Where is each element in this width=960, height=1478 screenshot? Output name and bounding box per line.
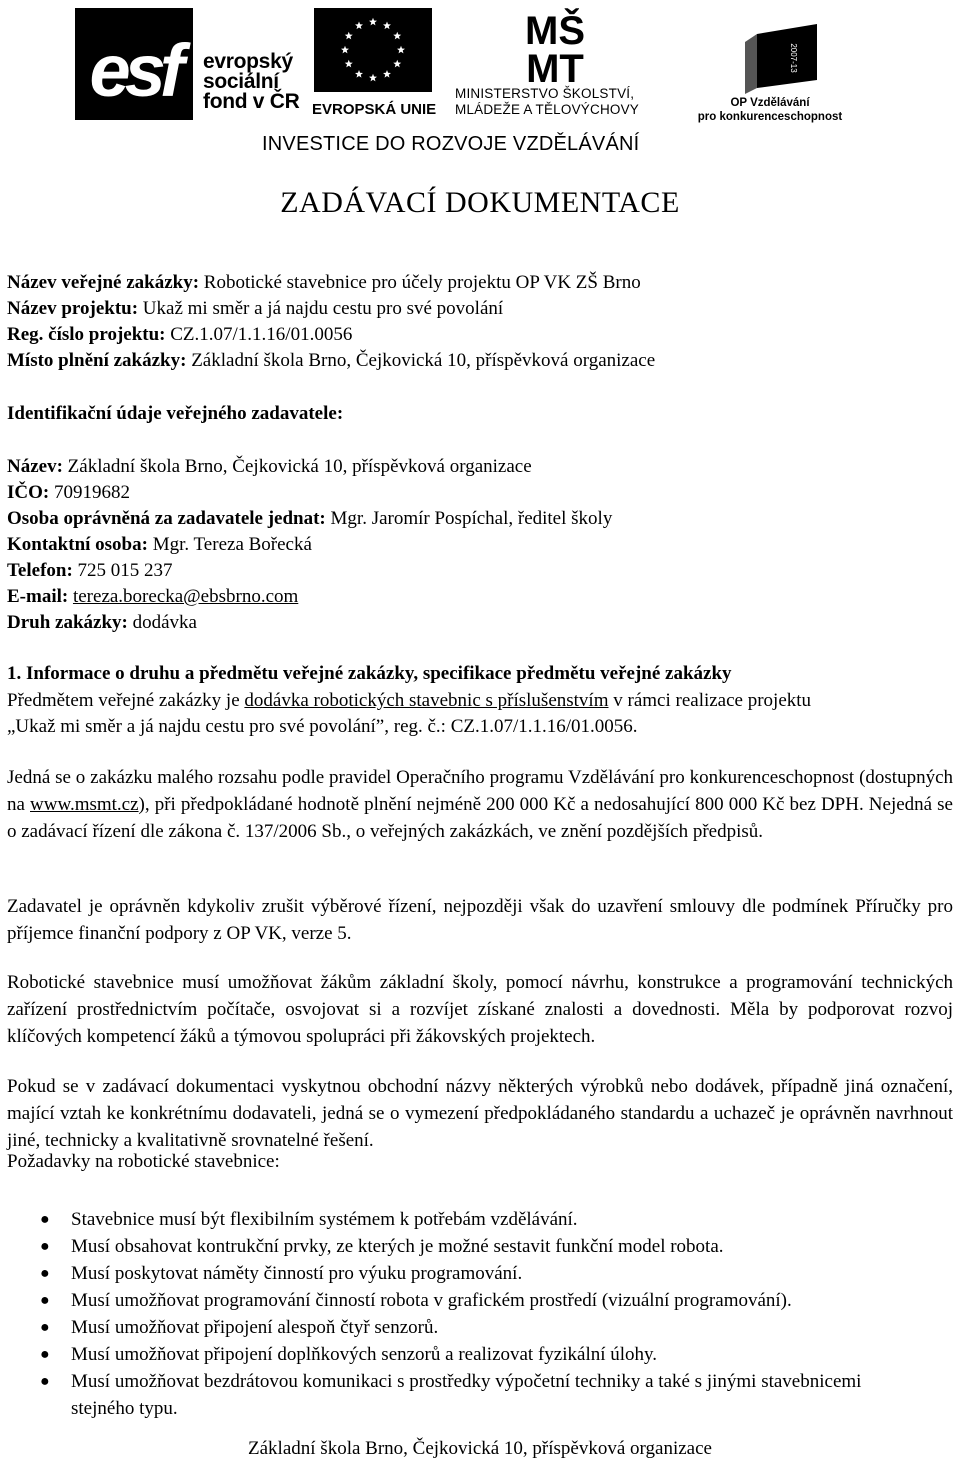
reg-number-label: Reg. číslo projektu:: [7, 324, 166, 345]
contracting-heading-text: Identifikační údaje veřejného zadavatele:: [7, 403, 344, 424]
bullet-icon: ●: [40, 1211, 50, 1228]
ico-label: IČO:: [7, 482, 50, 503]
list-item-text: Musí umožňovat připojení doplňkových senzorů a realizovat fyzikální úlohy.: [71, 1344, 658, 1365]
esf-mark-text: esf: [89, 29, 179, 112]
msmt-text-line: MLÁDEŽE A TĚLOVÝCHOVY: [455, 102, 640, 117]
msmt-logo: [455, 6, 695, 126]
msmt-text-line: MINISTERSTVO ŠKOLSTVÍ,: [455, 86, 635, 101]
list-item: [0, 1260, 960, 1287]
place-row: [7, 350, 655, 372]
contact-value: Mgr. Tereza Bořecká: [147, 534, 312, 555]
email-link[interactable]: tereza.borecka@ebsbrno.com: [72, 586, 299, 607]
contract-type-label: Druh zakázky:: [7, 612, 128, 633]
bullet-icon: ●: [40, 1319, 50, 1336]
subject-paragraph-line2: „Ukaž mi směr a já najdu cestu pro své povolání”, reg. č.: CZ.1.07/1.1.16/01.0056.: [7, 716, 638, 737]
authority-name-label: Název:: [7, 456, 63, 477]
subject-text-end: v rámci realizace projektu: [608, 690, 812, 711]
list-item-text: Musí umožňovat programování činností robota v grafickém prostředí (vizuální programování).: [71, 1290, 792, 1311]
opvk-text-line: pro konkurenceschopnost: [697, 111, 843, 123]
ico-value: 70919682: [49, 482, 130, 503]
requirements-heading: Požadavky na robotické stavebnice:: [7, 1151, 280, 1172]
list-item-text: Musí umožňovat bezdrátovou komunikaci s prostředky výpočetní techniky a také s jinými stavebnicemi stejného typu.: [71, 1371, 862, 1419]
svg-text:MŠ: MŠ: [525, 9, 585, 53]
opvk-mark-icon: [717, 24, 825, 94]
esf-logo: [75, 8, 305, 123]
phone-row: [7, 560, 173, 582]
eu-logo: [312, 8, 442, 123]
list-item: [0, 1368, 960, 1422]
list-item-text: Stavebnice musí být flexibilním systémem k potřebám vzdělávání.: [71, 1209, 578, 1230]
subject-text: Předmětem veřejné zakázky je: [7, 690, 245, 711]
list-item: [0, 1314, 960, 1341]
robotics-paragraph: Robotické stavebnice musí umožňovat žákům základní školy, pomocí návrhu, konstrukce a programování technických zařízení prostřednictvím počítače, osvojovat si a rozvíjet získané znalosti a dovednosti. Měla by podporovat rozvoj klíčových kompetencí žáků a týmovou spolupráci při žákovských projektech.: [7, 972, 953, 1047]
svg-text:MT: MT: [526, 47, 584, 84]
list-item-text: Musí umožňovat připojení alespoň čtyř senzorů.: [71, 1317, 439, 1338]
cancellation-paragraph: Zadavatel je oprávněn kdykoliv zrušit výběrové řízení, nejpozději však do uzavření smlouvy dle podmínek Příručky pro příjemce finanční podpory z OP VK, verze 5.: [7, 896, 953, 944]
authority-name-value: Základní škola Brno, Čejkovická 10, příspěvková organizace: [62, 456, 532, 477]
representative-label: Osoba oprávněná za zadavatele jednat:: [7, 508, 326, 529]
esf-text-line: fond v ČR: [203, 90, 300, 113]
phone-value: 725 015 237: [72, 560, 173, 581]
opvk-logo: [695, 24, 845, 124]
contact-row: [7, 534, 312, 556]
reg-number-value: CZ.1.07/1.1.16/01.0056: [165, 324, 353, 345]
document-title: ZADÁVACÍ DOKUMENTACE: [280, 186, 680, 219]
email-row: [7, 586, 298, 608]
email-label: E-mail:: [7, 586, 69, 607]
ico-row: [7, 482, 130, 504]
opvk-badge: 2007-13: [789, 43, 798, 73]
small-scale-paragraph: [7, 764, 953, 845]
representative-row: [7, 508, 612, 530]
msmt-link[interactable]: www.msmt.cz: [30, 794, 139, 815]
contract-name-row: [7, 272, 641, 294]
phone-label: Telefon:: [7, 560, 73, 581]
bullet-icon: ●: [40, 1373, 50, 1390]
list-item-text: Musí poskytovat náměty činností pro výuku programování.: [71, 1263, 523, 1284]
contract-name-label: Název veřejné zakázky:: [7, 272, 200, 293]
contract-name-value: Robotické stavebnice pro účely projektu OP VK ZŠ Brno: [199, 272, 641, 293]
list-item: [0, 1206, 960, 1233]
small-scale-text: Jedná se o zakázku malého rozsahu podle pravidel Operačního programu Vzdělávání pro konkurenceschopnost (dostupných na: [7, 767, 953, 815]
place-label: Místo plnění zakázky:: [7, 350, 187, 371]
place-value: Základní škola Brno, Čejkovická 10, příspěvková organizace: [186, 350, 656, 371]
contracting-heading: [7, 403, 343, 425]
project-name-row: [7, 298, 503, 320]
bullet-icon: ●: [40, 1292, 50, 1309]
bullet-icon: ●: [40, 1238, 50, 1255]
subject-paragraph-line1: [7, 690, 811, 712]
msmt-text: [455, 86, 639, 118]
project-name-label: Název projektu:: [7, 298, 139, 319]
esf-mark-icon: [75, 8, 193, 120]
trade-names-paragraph: Pokud se v zadávací dokumentaci vyskytnou obchodní názvy některých výrobků nebo dodávek, případně jiná označení, mající vztah ke konkrétnímu dodavateli, jedná se o vymezení předpokládaného standardu a uchazeč je oprávněn navrhnout jiné, technicky a kvalitativně srovnatelné řešení.: [7, 1076, 953, 1151]
bullet-icon: ●: [40, 1265, 50, 1282]
authority-name-row: [7, 456, 532, 478]
eu-text: EVROPSKÁ UNIE: [312, 101, 437, 118]
tagline: INVESTICE DO ROZVOJE VZDĚLÁVÁNÍ: [262, 133, 640, 155]
logo-banner: [0, 0, 960, 165]
esf-text-line: sociální: [203, 70, 279, 93]
representative-value: Mgr. Jaromír Pospíchal, ředitel školy: [325, 508, 613, 529]
eu-flag-icon: [314, 8, 432, 92]
bullet-icon: ●: [40, 1346, 50, 1363]
opvk-text-line: OP Vzdělávání: [730, 97, 810, 109]
esf-text-line: evropský: [203, 50, 293, 73]
section1-heading: 1. Informace o druhu a předmětu veřejné zakázky, specifikace předmětu veřejné zakázky: [7, 663, 732, 684]
opvk-text: [695, 96, 845, 124]
list-item: [0, 1233, 960, 1260]
list-item: [0, 1341, 960, 1368]
contract-type-row: [7, 612, 197, 634]
msmt-mark-icon: [510, 6, 600, 84]
esf-text: [203, 52, 299, 112]
requirements-list: [0, 1206, 960, 1422]
reg-number-row: [7, 324, 352, 346]
list-item: [0, 1287, 960, 1314]
list-item-text: Musí obsahovat kontrukční prvky, ze kterých je možné sestavit funkční model robota.: [71, 1236, 724, 1257]
page-footer: Základní škola Brno, Čejkovická 10, příspěvková organizace: [248, 1438, 712, 1459]
subject-highlight: dodávka robotických stavebnic s příslušenstvím: [244, 690, 609, 711]
contract-type-value: dodávka: [127, 612, 197, 633]
contact-label: Kontaktní osoba:: [7, 534, 148, 555]
project-name-value: Ukaž mi směr a já najdu cestu pro své povolání: [138, 298, 504, 319]
small-scale-text-end: ), při předpokládané hodnotě plnění nejméně 200 000 Kč a nedosahující 800 000 Kč bez DPH. Nejedná se o zadávací řízení dle zákona č. 137/2006 Sb., o veřejných zakázkách, ve znění pozdějších předpisů.: [7, 794, 953, 842]
